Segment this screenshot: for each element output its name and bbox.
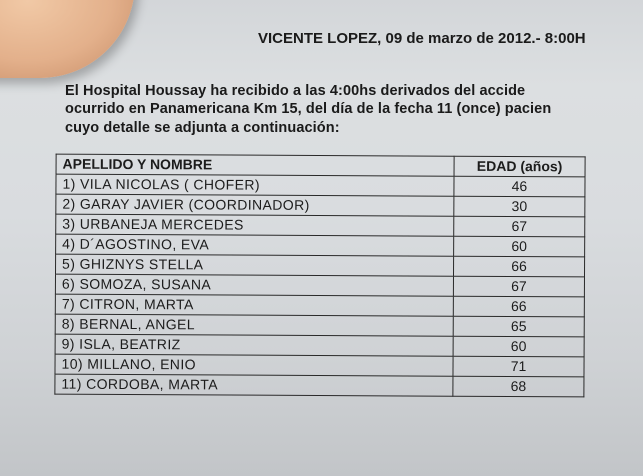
table-row <box>56 194 585 217</box>
paragraph-line-3: cuyo detalle se adjunta a continuación: <box>65 120 340 136</box>
cell-name: 11) CORDOBA, MARTA <box>55 374 453 396</box>
cell-name: 2) GARAY JAVIER (COORDINADOR) <box>56 194 454 216</box>
cell-age: 67 <box>453 276 584 297</box>
cell-name: 4) D´AGOSTINO, EVA <box>56 234 454 256</box>
patients-table <box>54 154 585 398</box>
paragraph-line-1: El Hospital Houssay ha recibido a las 4:00hs derivados del accide <box>65 83 526 99</box>
cell-name: 1) VILA NICOLAS ( CHOFER) <box>56 174 454 196</box>
cell-age: 30 <box>454 196 585 217</box>
table-row <box>55 354 584 377</box>
cell-age: 65 <box>453 316 584 337</box>
table-row <box>56 174 585 197</box>
table-row <box>55 334 584 357</box>
table-row <box>56 234 585 257</box>
cell-name: 10) MILLANO, ENIO <box>55 354 453 376</box>
header-name: APELLIDO Y NOMBRE <box>56 154 454 176</box>
paragraph-line-2: ocurrido en Panamericana Km 15, del día de la fecha 11 (once) pacien <box>65 101 552 117</box>
table-header-row <box>56 154 585 177</box>
header-age: EDAD (años) <box>454 156 585 177</box>
cell-name: 6) SOMOZA, SUSANA <box>55 274 453 296</box>
cell-age: 68 <box>453 376 584 397</box>
cell-age: 66 <box>453 296 584 317</box>
table-row <box>55 374 584 397</box>
cell-age: 66 <box>453 256 584 277</box>
cell-name: 8) BERNAL, ANGEL <box>55 314 453 336</box>
table-row <box>55 274 584 297</box>
cell-age: 46 <box>454 176 585 197</box>
cell-name: 5) GHIZNYS STELLA <box>56 254 454 276</box>
cell-name: 7) CITRON, MARTA <box>55 294 453 316</box>
cell-name: 3) URBANEJA MERCEDES <box>56 214 454 236</box>
cell-age: 60 <box>453 336 584 357</box>
table-row <box>56 214 585 237</box>
cell-age: 60 <box>454 236 585 257</box>
table-row <box>56 254 585 277</box>
cell-name: 9) ISLA, BEATRIZ <box>55 334 453 356</box>
thumb-photo-element <box>0 0 135 78</box>
cell-age: 71 <box>453 356 584 377</box>
cell-age: 67 <box>454 216 585 237</box>
dateline: VICENTE LOPEZ, 09 de marzo de 2012.- 8:00H <box>258 30 586 47</box>
table-row <box>55 294 584 317</box>
table-row <box>55 314 584 337</box>
